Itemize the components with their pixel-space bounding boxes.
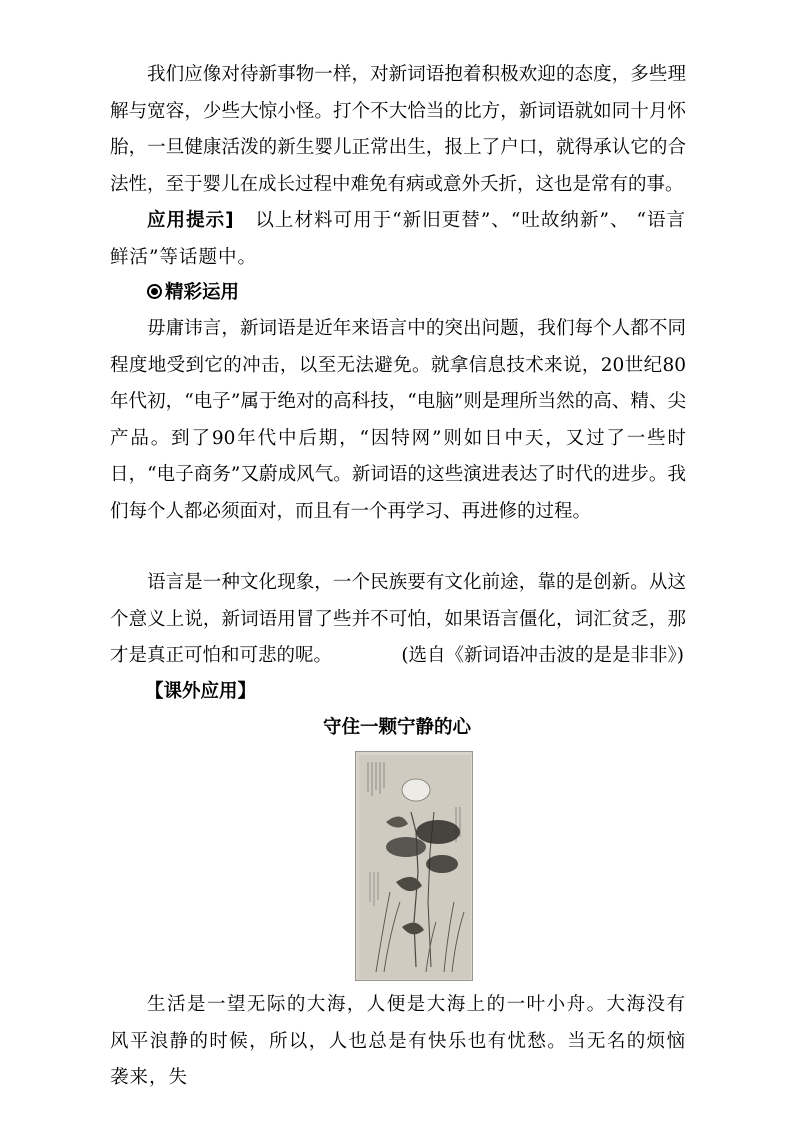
tip-label: 应用提示] [147,210,235,231]
tip-text: 以上材料可用于“新旧更替”、“吐故纳新”、 “语言鲜活”等话题中。 [110,210,686,268]
paragraph-life-sea: 生活是一望无际的大海，人便是大海上的一叶小舟。大海没有风平浪静的时候，所以，人也总是有快乐也有忧愁。当无名的烦恼袭来，失 [110,994,686,1088]
bullet-circle-icon [147,284,162,299]
essay-title: 守住一颗宁静的心 [322,717,471,738]
paragraph-language-culture: 语言是一种文化现象，一个民族要有文化前途，靠的是创新。从这个意义上说，新词语用冒了些并不可怕，如果语言僵化，词汇贫乏，那才是真正可怕和可悲的呢。 [110,572,686,666]
section-heading-jingcai: 精彩运用 [147,278,239,308]
section-heading-kewai: 【课外应用】 [145,681,257,702]
paragraph-new-words-impact: 毋庸讳言，新词语是近年来语言中的突出问题，我们每个人都不同程度地受到它的冲击，以至无法避免。就拿信息技术来说，20世纪80年代初，“电子”属于绝对的高科技，“电脑”则是理所当然的高、精、尖产品。到了90年代中后期，“因特网”则如日中天，又过了一些时日，“电子商务”又蔚成风气。新词语的这些演进表达了时代的进步。我们每个人都必须面对，而且有一个再学习、再进修的过程。 [110,318,686,522]
paragraph-new-words-attitude: 我们应像对待新事物一样，对新词语抱着积极欢迎的态度，多些理解与宽容，少些大惊小怪。打个不大恰当的比方，新词语就如同十月怀胎，一旦健康活泼的新生婴儿正常出生，报上了户口，就得承认它的合法性，至于婴儿在成长过程中难免有病或意外夭折，这也是常有的事。 [110,64,686,195]
lotus-ducks-painting [355,751,473,981]
source-citation: (选自《新词语冲击波的是是非非》) [401,645,684,666]
application-tip [110,203,686,276]
